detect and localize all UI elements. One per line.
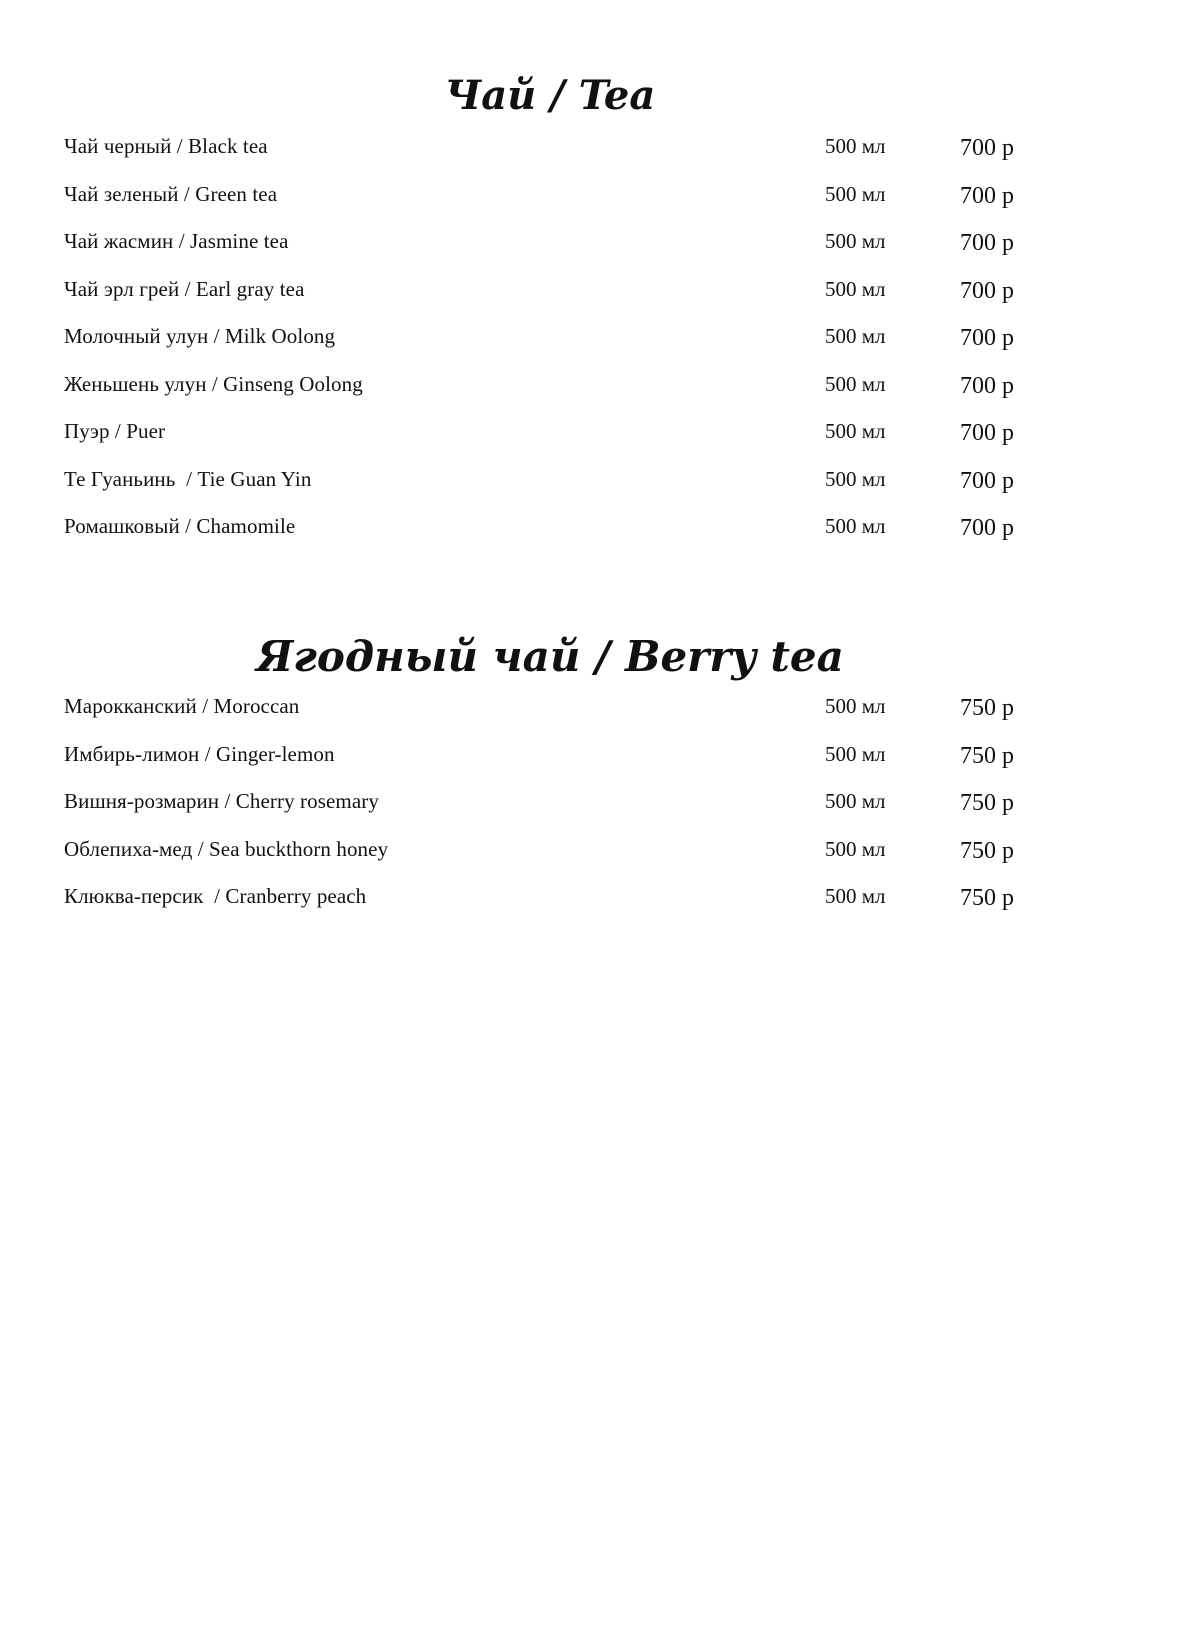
item-volume: 500 мл: [825, 324, 886, 348]
menu-list-berry-tea: [64, 694, 1044, 932]
item-price: 700 р: [960, 135, 1014, 161]
item-name: Женьшень улун / Ginseng Oolong: [64, 371, 363, 396]
item-name: Имбирь-лимон / Ginger-lemon: [64, 741, 335, 766]
item-name: Облепиха-мед / Sea buckthorn honey: [64, 836, 389, 861]
item-volume: 500 мл: [825, 789, 886, 813]
menu-item: [64, 467, 1044, 515]
menu-item: [64, 837, 1044, 885]
item-name: Вишня-розмарин / Cherry rosemary: [64, 789, 379, 813]
menu-item: [64, 514, 1044, 562]
section-title-berry-tea: Ягодный чай / Berry tea: [256, 632, 844, 681]
item-price: 750 р: [960, 742, 1014, 769]
item-volume: 500 мл: [825, 466, 886, 491]
menu-item: [64, 694, 1044, 742]
item-volume: 500 мл: [825, 694, 886, 718]
item-name: Чай эрл грей / Earl gray tea: [64, 276, 305, 301]
item-price: 700 р: [960, 515, 1014, 541]
item-price: 700 р: [960, 182, 1014, 209]
menu-item: [64, 742, 1044, 790]
item-name: Те Гуаньинь / Tie Guan Yin: [64, 466, 312, 491]
menu-item: [64, 324, 1044, 372]
item-volume: 500 мл: [825, 884, 886, 908]
item-volume: 500 мл: [825, 134, 886, 158]
menu-item: [64, 229, 1044, 277]
item-price: 700 р: [960, 277, 1014, 304]
item-name: Ромашковый / Chamomile: [64, 514, 296, 538]
item-name: Чай черный / Black tea: [64, 134, 268, 158]
item-volume: 500 мл: [825, 276, 886, 301]
item-name: Чай жасмин / Jasmine tea: [64, 229, 289, 253]
item-price: 700 р: [960, 230, 1014, 256]
item-volume: 500 мл: [825, 514, 886, 538]
menu-item: [64, 884, 1044, 932]
item-name: Молочный улун / Milk Oolong: [64, 324, 336, 348]
item-volume: 500 мл: [825, 181, 886, 206]
menu-item: [64, 134, 1044, 182]
item-price: 750 р: [960, 695, 1014, 721]
item-price: 750 р: [960, 837, 1014, 864]
item-price: 750 р: [960, 790, 1014, 816]
section-title-tea: Чай / Tea: [444, 72, 656, 119]
menu-item: [64, 372, 1044, 420]
menu-list-tea: [64, 134, 1044, 562]
item-price: 700 р: [960, 325, 1014, 351]
menu-item: [64, 277, 1044, 325]
item-volume: 500 мл: [825, 229, 886, 253]
item-volume: 500 мл: [825, 371, 886, 396]
menu-item: [64, 789, 1044, 837]
item-price: 700 р: [960, 372, 1014, 399]
item-name: Пуэр / Puer: [64, 419, 166, 443]
item-price: 700 р: [960, 420, 1014, 446]
item-price: 700 р: [960, 467, 1014, 494]
item-name: Марокканский / Moroccan: [64, 694, 300, 718]
item-name: Чай зеленый / Green tea: [64, 181, 278, 206]
item-volume: 500 мл: [825, 419, 886, 443]
menu-item: [64, 182, 1044, 230]
item-volume: 500 мл: [825, 741, 886, 766]
menu-item: [64, 419, 1044, 467]
item-price: 750 р: [960, 885, 1014, 911]
item-volume: 500 мл: [825, 836, 886, 861]
item-name: Клюква-персик / Cranberry peach: [64, 884, 367, 908]
